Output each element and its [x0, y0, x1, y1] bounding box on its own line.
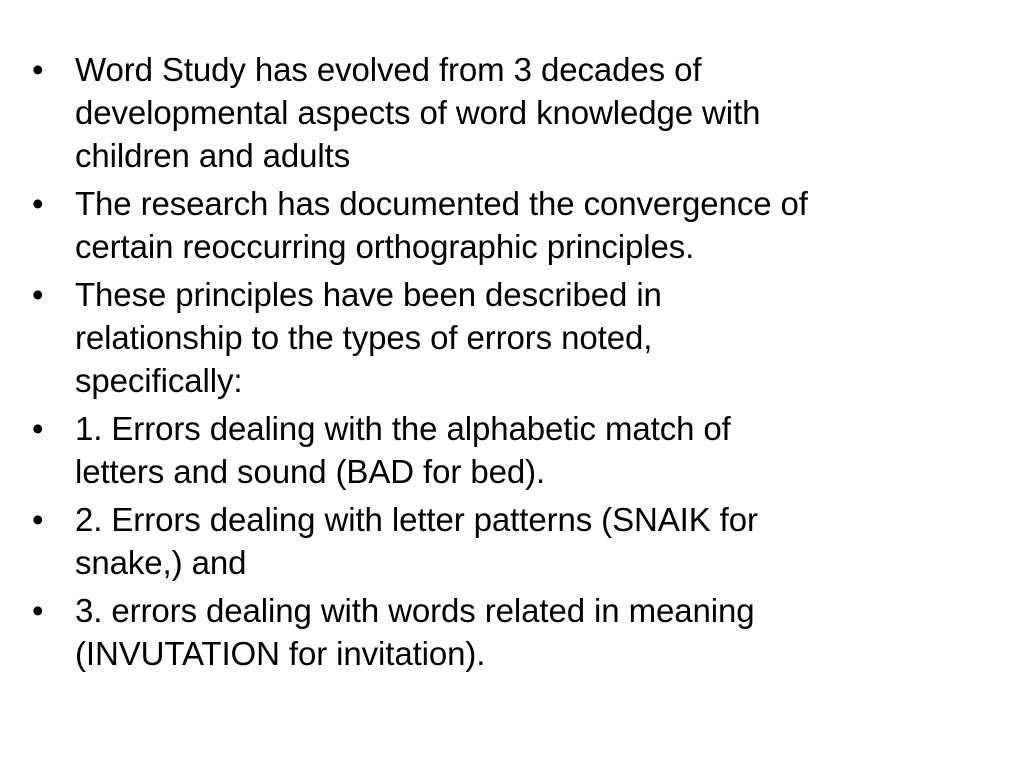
- bullet-text-line: letters and sound (BAD for bed).: [75, 453, 546, 490]
- bullet-text-line: Word Study has evolved from 3 decades of: [75, 51, 702, 88]
- bullet-item-4: [30, 407, 990, 493]
- bullet-dot-icon: •: [32, 51, 44, 88]
- bullet-item-5: [30, 498, 990, 584]
- bullet-text-line: specifically:: [75, 362, 243, 399]
- bullet-dot-icon: •: [32, 592, 44, 629]
- bullet-list: [30, 48, 990, 680]
- bullet-text-line: 3. errors dealing with words related in meaning: [75, 592, 755, 629]
- bullet-text-line: relationship to the types of errors noted,: [75, 319, 653, 356]
- bullet-text-line: (INVUTATION for invitation).: [75, 635, 486, 672]
- bullet-dot-icon: •: [32, 410, 44, 447]
- bullet-item-2: [30, 182, 990, 268]
- bullet-text-line: The research has documented the convergence of: [75, 185, 808, 222]
- bullet-item-6: [30, 589, 990, 675]
- bullet-text-line: developmental aspects of word knowledge with: [75, 94, 761, 131]
- bullet-text-line: certain reoccurring orthographic principles.: [75, 228, 695, 265]
- bullet-text-line: snake,) and: [75, 544, 247, 581]
- bullet-dot-icon: •: [32, 501, 44, 538]
- bullet-text-line: children and adults: [75, 137, 351, 174]
- bullet-dot-icon: •: [32, 276, 44, 313]
- bullet-item-3: [30, 273, 990, 402]
- bullet-item-1: [30, 48, 990, 177]
- bullet-text-line: These principles have been described in: [75, 276, 662, 313]
- bullet-dot-icon: •: [32, 185, 44, 222]
- bullet-text-line: 2. Errors dealing with letter patterns (SNAIK for: [75, 501, 758, 538]
- bullet-text-line: 1. Errors dealing with the alphabetic match of: [75, 410, 731, 447]
